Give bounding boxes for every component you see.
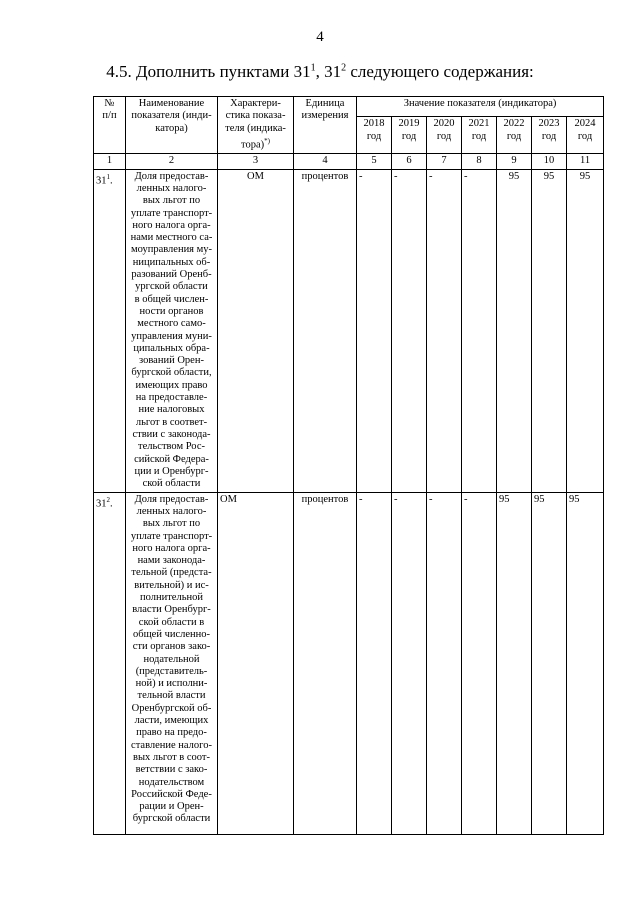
value-2019: - xyxy=(392,169,427,492)
header-year-2020: 2020 год xyxy=(427,117,462,153)
indicator-name-line: вых льгот по xyxy=(142,195,201,207)
value-2024: 95 xyxy=(567,169,604,492)
indicator-name-line: ставление налого- xyxy=(131,739,212,751)
header-name: Наименование показателя (инди- катора) xyxy=(126,97,218,154)
value-2021: - xyxy=(462,492,497,834)
table-row xyxy=(94,169,604,492)
table-row xyxy=(94,492,604,834)
column-number: 4 xyxy=(294,153,357,169)
header-year-2019: 2019 год xyxy=(392,117,427,153)
value-2020: - xyxy=(427,492,462,834)
indicator-name-line: нодательной xyxy=(143,653,200,665)
value-2018: - xyxy=(357,492,392,834)
indicator-name-line: власти Оренбург- xyxy=(132,604,211,616)
column-numbers-row xyxy=(94,153,604,169)
indicator-unit: процентов xyxy=(294,492,357,834)
indicator-name-line: сийской Федера- xyxy=(134,453,209,465)
value-2023: 95 xyxy=(532,169,567,492)
page-number: 4 xyxy=(316,29,324,45)
header-year-2022: 2022 год xyxy=(497,117,532,153)
indicator-name-line: ургской области xyxy=(135,281,208,293)
indicator-unit: процентов xyxy=(294,169,357,492)
indicator-name-line: моуправления му- xyxy=(130,244,213,256)
indicator-name-line: ветствии с зако- xyxy=(135,764,208,776)
column-number: 6 xyxy=(392,153,427,169)
value-2018: - xyxy=(357,169,392,492)
column-number: 9 xyxy=(497,153,532,169)
indicator-characteristic: ОМ xyxy=(218,492,294,834)
value-2019: - xyxy=(392,492,427,834)
indicator-name-line: бургской области xyxy=(132,813,211,825)
indicator-name-line: вых льгот по xyxy=(142,518,201,530)
value-2020: - xyxy=(427,169,462,492)
indicator-name-line: нами законода- xyxy=(137,555,206,567)
indicator-name-line: ленных налого- xyxy=(136,505,207,517)
indicator-name-line: уплате транспорт- xyxy=(130,530,213,542)
indicator-name-line: Доля предостав- xyxy=(134,493,209,505)
header-value-group: Значение показателя (индикатора) xyxy=(357,97,604,117)
indicator-name-line: Доля предостав- xyxy=(134,170,209,182)
heading-sup-2: 2 xyxy=(341,62,347,74)
indicator-name-line: уплате транспорт- xyxy=(130,207,213,219)
indicator-name-line: в общей числен- xyxy=(134,293,209,305)
header-year-2024: 2024 год xyxy=(567,117,604,153)
indicator-name-line: на предоставле- xyxy=(135,392,208,404)
indicator-name xyxy=(126,492,218,834)
column-number: 1 xyxy=(94,153,126,169)
indicator-name-line: тельством Рос- xyxy=(138,441,205,453)
value-2023: 95 xyxy=(532,492,567,834)
row-number: $31^1$. xyxy=(94,169,126,492)
heading-suffix: следующего содержания: xyxy=(346,62,534,81)
value-2022: 95 xyxy=(497,492,532,834)
header-unit: Единица измерения xyxy=(294,97,357,154)
indicator-name-line: нодательством xyxy=(138,776,205,788)
indicator-name xyxy=(126,169,218,492)
indicator-name-line: бургской области, xyxy=(131,367,212,379)
value-2022: 95 xyxy=(497,169,532,492)
indicator-name-line: сти органов зако- xyxy=(132,641,211,653)
indicator-name-line: рации и Орен- xyxy=(139,801,204,813)
indicator-name-line: местного само- xyxy=(137,318,206,330)
indicator-characteristic: ОМ xyxy=(218,169,294,492)
header-characteristic: Характери- стика показа- теля (индика- тора)*) xyxy=(218,97,294,154)
indicator-name-line: ленных налого- xyxy=(136,182,207,194)
value-2024: 95 xyxy=(567,492,604,834)
indicator-name-line: ской области в xyxy=(138,616,205,628)
indicator-name-line: ской области xyxy=(142,478,201,490)
indicator-name-line: Российской Феде- xyxy=(131,788,212,800)
heading-sup-1: 1 xyxy=(310,62,316,74)
indicator-name-line: (представитель- xyxy=(135,665,208,677)
indicator-name-line: ние налоговых xyxy=(138,404,205,416)
indicator-name-line: ного налога орга- xyxy=(132,542,211,554)
column-number: 2 xyxy=(126,153,218,169)
heading-between: , 31 xyxy=(315,62,342,81)
header-year-2018: 2018 год xyxy=(357,117,392,153)
indicator-name-line: право на предо- xyxy=(136,727,207,739)
section-heading xyxy=(0,62,640,82)
indicator-name-line: имеющих право xyxy=(135,379,208,391)
indicator-name-line: ции и Оренбург- xyxy=(134,465,209,477)
header-number: № п/п xyxy=(94,97,126,154)
indicator-name-line: вительной) и ис- xyxy=(134,579,209,591)
indicator-name-line: ствии с законода- xyxy=(132,428,211,440)
indicator-name-line: общей численно- xyxy=(132,628,211,640)
header-year-2021: 2021 год xyxy=(462,117,497,153)
value-2021: - xyxy=(462,169,497,492)
indicator-name-line: разований Оренб- xyxy=(131,269,212,281)
indicator-name-line: тельной власти xyxy=(137,690,206,702)
indicator-name-line: тельной (предста- xyxy=(131,567,212,579)
header-year-2023: 2023 год xyxy=(532,117,567,153)
indicator-name-line: льгот в соответ- xyxy=(135,416,208,428)
row-number: $31^2$. xyxy=(94,492,126,834)
column-number: 10 xyxy=(532,153,567,169)
indicator-name-line: ной) и исполни- xyxy=(135,678,208,690)
indicator-name-line: полнительной xyxy=(140,592,203,604)
column-number: 5 xyxy=(357,153,392,169)
indicator-name-line: ности органов xyxy=(139,305,204,317)
indicator-name-line: ниципальных об- xyxy=(132,256,211,268)
indicator-name-line: вых льгот в соот- xyxy=(133,751,210,763)
indicator-name-line: зований Орен- xyxy=(139,355,204,367)
indicator-name-line: Оренбургской об- xyxy=(131,702,212,714)
indicator-name-line: ласти, имеющих xyxy=(134,715,209,727)
column-number: 11 xyxy=(567,153,604,169)
indicator-name-line: нами местного са- xyxy=(130,232,213,244)
column-number: 7 xyxy=(427,153,462,169)
indicator-name-line: ципальных обра- xyxy=(133,342,210,354)
heading-prefix: 4.5. Дополнить пунктами 31 xyxy=(106,62,311,81)
column-number: 8 xyxy=(462,153,497,169)
indicator-name-line: ного налога орга- xyxy=(132,219,211,231)
indicator-name-line: управления муни- xyxy=(131,330,212,342)
column-number: 3 xyxy=(218,153,294,169)
indicators-table xyxy=(93,96,604,835)
